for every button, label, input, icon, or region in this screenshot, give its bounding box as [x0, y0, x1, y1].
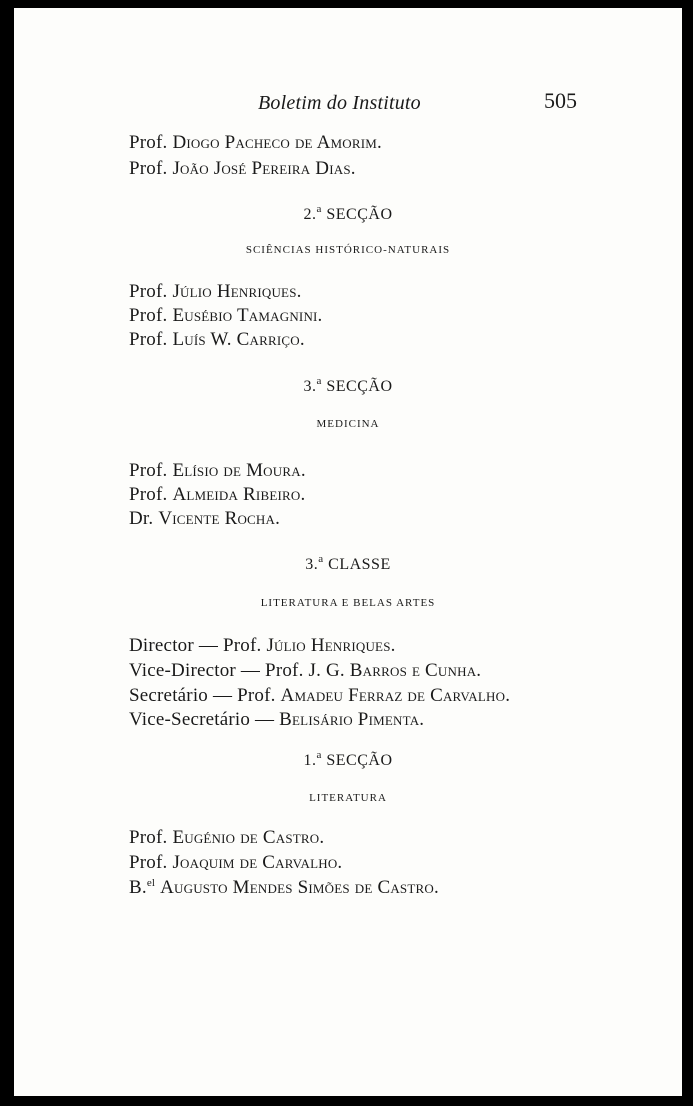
member-line: [129, 508, 280, 530]
member-prefix: Prof.: [129, 460, 168, 481]
officer-role: Secretário — Prof.: [129, 685, 276, 706]
section-heading: 2.$^a$ SECÇÃO: [303, 203, 393, 223]
member-prefix: Prof.: [129, 132, 168, 153]
member-name: João José Pereira Dias.: [172, 158, 356, 179]
member-prefix: Prof.: [129, 281, 168, 302]
member-prefix: Dr.: [129, 508, 154, 529]
member-line: [129, 281, 302, 303]
member-name: Almeida Ribeiro.: [172, 484, 306, 505]
officer-line: [129, 709, 424, 731]
officer-role: Vice-Director — Prof.: [129, 660, 304, 681]
member-prefix: Prof.: [129, 158, 168, 179]
officer-name: Belisário Pimenta.: [279, 709, 425, 730]
page-number: 505: [544, 88, 577, 113]
section-heading: 3.$^a$ SECÇÃO: [303, 375, 393, 395]
member-name: Eusébio Tamagnini.: [172, 305, 323, 326]
officer-line: [129, 660, 481, 682]
member-name: Joaquim de Carvalho.: [172, 852, 343, 873]
member-line: [129, 158, 356, 180]
section-subheading: SCIÊNCIAS HISTÓRICO-NATURAIS: [245, 244, 451, 256]
member-line: [129, 484, 305, 506]
member-prefix: Prof.: [129, 827, 168, 848]
member-name: Júlio Henriques.: [172, 281, 302, 302]
class-subheading: LITERATURA E BELAS ARTES: [260, 597, 436, 609]
member-name: Eugénio de Castro.: [172, 827, 325, 848]
section-subheading: LITERATURA: [309, 792, 387, 804]
officer-name: J. G. Barros e Cunha.: [308, 660, 482, 681]
member-prefix: Prof.: [129, 329, 168, 350]
officer-name: Amadeu Ferraz de Carvalho.: [280, 685, 511, 706]
officer-name: Júlio Henriques.: [266, 635, 396, 656]
member-prefix: Prof.: [129, 305, 168, 326]
member-line: [129, 827, 324, 849]
member-line: [129, 460, 306, 482]
member-prefix: Prof.: [129, 484, 168, 505]
member-prefix: B.: [129, 877, 147, 898]
member-line: [129, 132, 382, 154]
member-line: [129, 877, 439, 899]
member-line: [129, 852, 342, 874]
officer-line: [129, 685, 510, 707]
class-heading: 3.$^a$ CLASSE: [305, 553, 391, 573]
section-subheading: MEDICINA: [316, 418, 380, 430]
officer-line: [129, 635, 396, 657]
officer-role: Director — Prof.: [129, 635, 262, 656]
member-name: Diogo Pacheco de Amorim.: [172, 132, 382, 153]
member-prefix: Prof.: [129, 852, 168, 873]
member-name: Luís W. Carriço.: [172, 329, 305, 350]
member-name: Vicente Rocha.: [158, 508, 281, 529]
member-name: Elísio de Moura.: [172, 460, 306, 481]
document-page: [14, 8, 682, 1096]
running-header-title: Boletim do Instituto: [258, 92, 421, 114]
member-prefix-sup: el: [146, 877, 156, 889]
officer-role: Vice-Secretário —: [129, 709, 275, 730]
member-line: [129, 329, 305, 351]
member-line: [129, 305, 323, 327]
member-name: Augusto Mendes Simões de Castro.: [160, 877, 439, 898]
section-heading: 1.$^a$ SECÇÃO: [303, 749, 393, 769]
